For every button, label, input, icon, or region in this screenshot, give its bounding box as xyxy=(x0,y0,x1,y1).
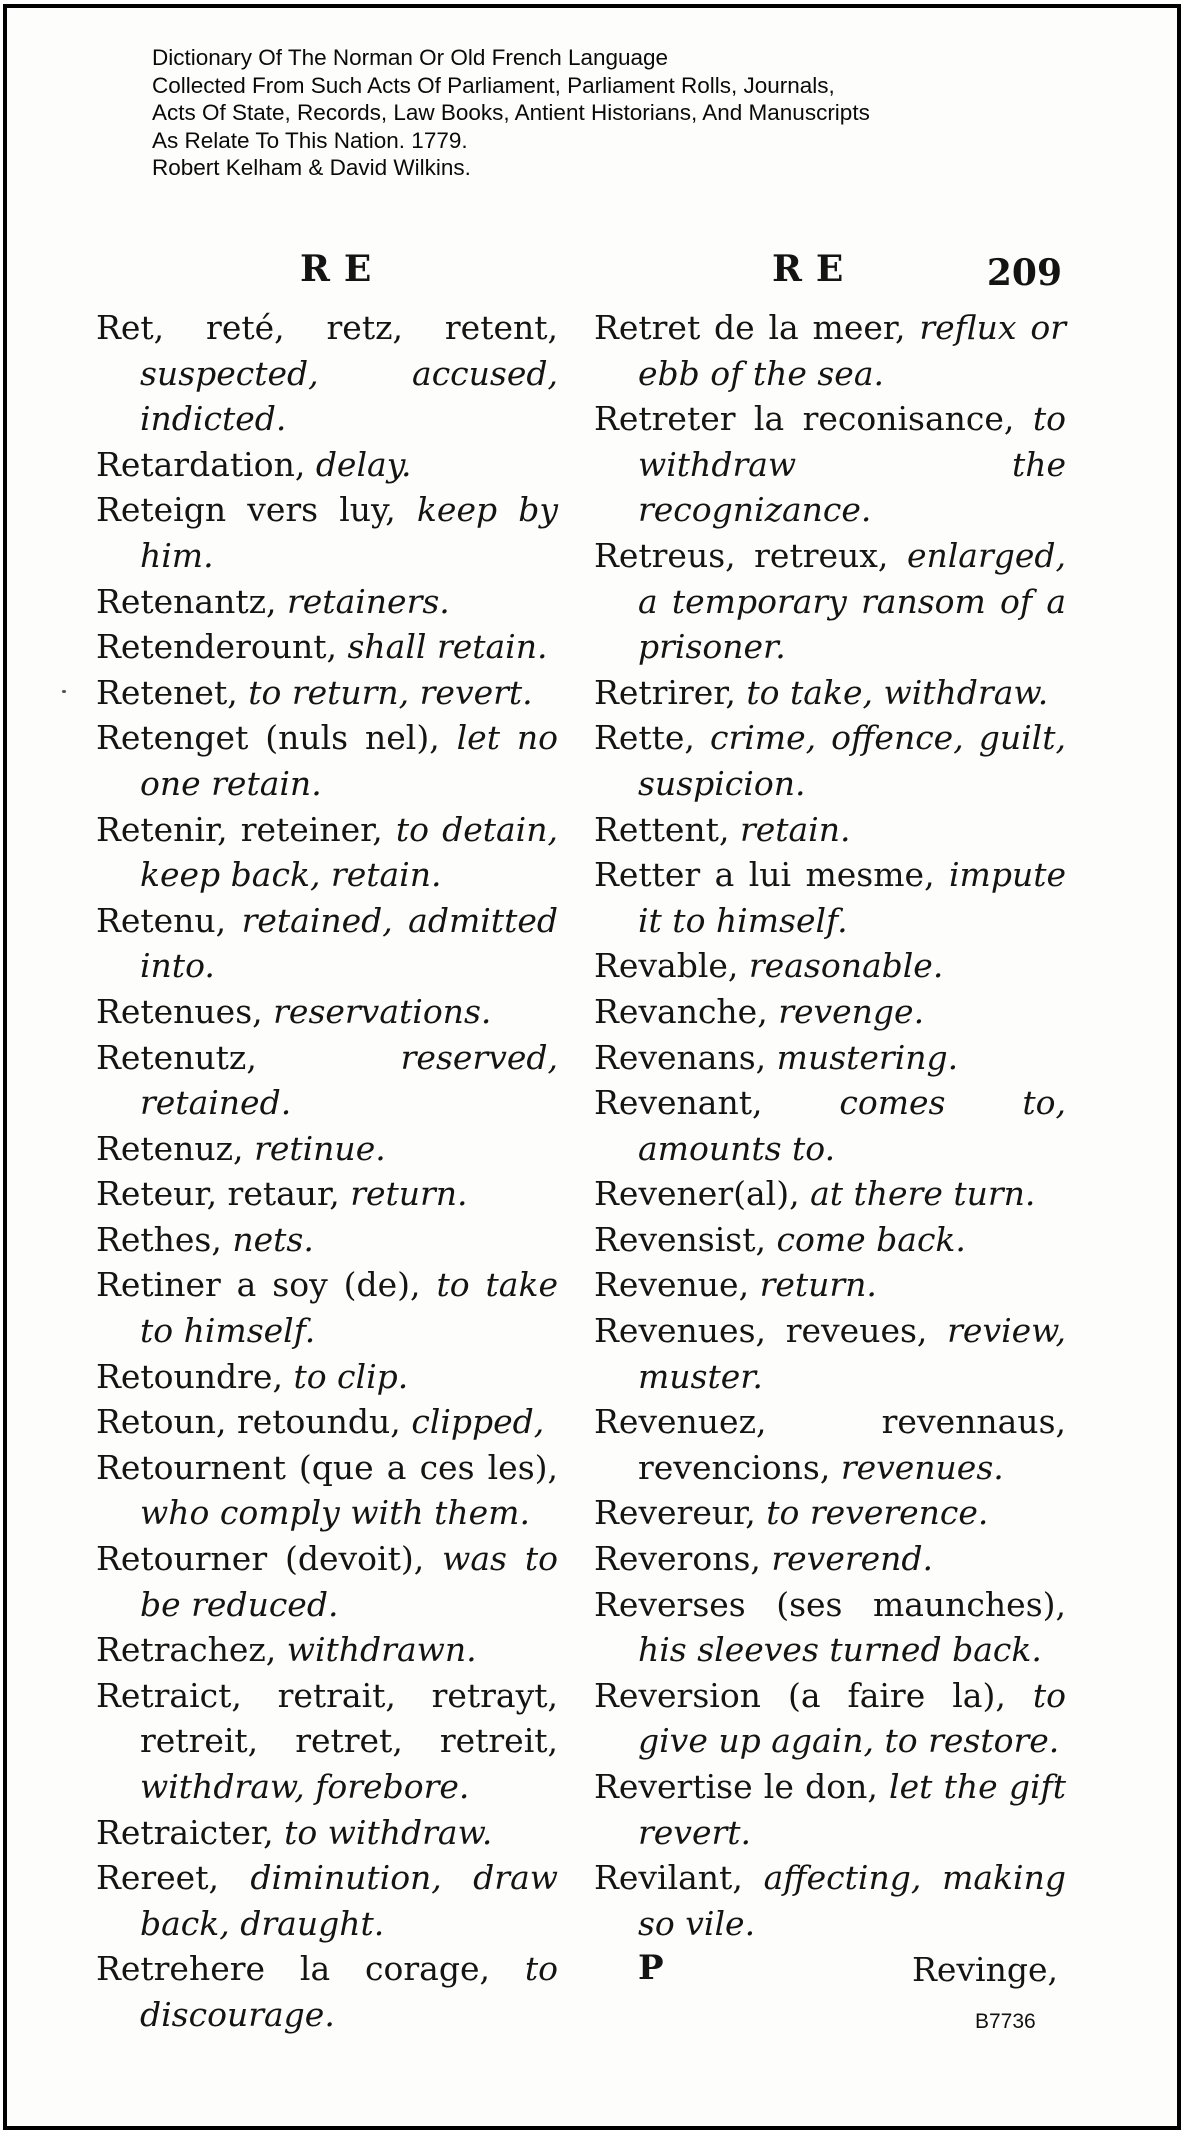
definition: come back. xyxy=(776,1219,966,1259)
dictionary-entry xyxy=(96,1171,558,1217)
dictionary-entry xyxy=(594,1308,1066,1399)
definition: clipped, xyxy=(411,1402,545,1442)
dictionary-entry xyxy=(96,1445,558,1536)
dictionary-entry xyxy=(96,1354,558,1400)
headword: Retenget (nuls nel), xyxy=(96,718,440,758)
headword: Ret, reté, retz, retent, xyxy=(96,308,558,347)
running-head-left: RE xyxy=(300,248,386,290)
stock-id: B7736 xyxy=(975,2010,1036,2033)
definition: reasonable. xyxy=(748,946,944,986)
dictionary-entry xyxy=(96,1262,558,1353)
headword: Retter a lui mesme, xyxy=(594,855,935,895)
dictionary-entry xyxy=(594,1217,1066,1263)
page-number: 209 xyxy=(986,252,1062,294)
definition: was to be reduced. xyxy=(140,1539,558,1624)
catchword: Revinge, xyxy=(912,1950,1058,1990)
dictionary-entry xyxy=(594,1035,1066,1081)
definition: review, muster. xyxy=(638,1311,1066,1396)
headword: Revilant, xyxy=(594,1858,743,1898)
left-column xyxy=(96,305,558,2038)
dictionary-entry xyxy=(96,807,558,898)
source-note-line: Collected From Such Acts Of Parliament, Parliament Rolls, Journals, xyxy=(152,72,835,98)
headword: Retenu, xyxy=(96,900,227,940)
dictionary-entry xyxy=(594,396,1066,533)
definition: to withdraw the recognizance. xyxy=(638,399,1066,530)
headword: Retournent (que a ces les), xyxy=(96,1447,558,1487)
definition: to take, withdraw. xyxy=(746,672,1049,712)
headword: Retoun, retoundu, xyxy=(96,1402,401,1442)
definition: comes to, amounts to. xyxy=(638,1083,1066,1168)
source-note-line: Acts Of State, Records, Law Books, Antient Historians, And Manuscripts xyxy=(152,100,870,125)
page-footer-marks xyxy=(594,1948,1066,1996)
definition: impute it to himself. xyxy=(638,855,1066,940)
definition: at there turn. xyxy=(810,1174,1036,1214)
headword: Revenue, xyxy=(594,1265,750,1305)
dictionary-entry xyxy=(96,579,558,625)
dictionary-entry xyxy=(96,898,558,989)
definition: to return, revert. xyxy=(248,672,533,712)
definition: reservations. xyxy=(273,991,492,1031)
dictionary-entry xyxy=(96,1126,558,1172)
definition: to give up again, to restore. xyxy=(638,1675,1066,1761)
headword: Retrirer, xyxy=(594,672,736,712)
definition: retainers. xyxy=(287,581,450,621)
dictionary-entry xyxy=(594,670,1066,716)
headword: Rettent, xyxy=(594,809,730,849)
signature-mark: P xyxy=(638,1948,664,1989)
definition: withdrawn. xyxy=(286,1630,477,1670)
dictionary-entry xyxy=(594,1855,1066,1946)
dictionary-entry xyxy=(594,1262,1066,1308)
dictionary-entry xyxy=(594,852,1066,943)
definition: return. xyxy=(350,1174,468,1214)
headword: Retenutz, xyxy=(96,1037,257,1077)
headword: Rereet, xyxy=(96,1858,219,1898)
dictionary-entry xyxy=(96,305,558,442)
dictionary-entry xyxy=(96,1035,558,1126)
dictionary-entry xyxy=(594,1399,1066,1490)
dictionary-entry xyxy=(96,624,558,670)
definition: his sleeves turned back. xyxy=(638,1630,1042,1670)
definition: reverend. xyxy=(771,1539,934,1579)
headword: Revenant, xyxy=(594,1083,763,1123)
dictionary-entry xyxy=(96,487,558,578)
right-column xyxy=(594,305,1066,1996)
definition: enlarged, a temporary ransom of a prisoner. xyxy=(638,535,1066,667)
headword: Reteign vers luy, xyxy=(96,490,396,530)
definition: nets. xyxy=(232,1219,314,1259)
headword: Retenantz, xyxy=(96,581,277,621)
definition: crime, offence, guilt, suspicion. xyxy=(638,718,1066,803)
dictionary-entry xyxy=(96,442,558,488)
headword: Revanche, xyxy=(594,991,768,1031)
headword: Retenderount, xyxy=(96,627,337,667)
definition: delay. xyxy=(315,444,412,484)
dictionary-entry xyxy=(96,1673,558,1810)
headword: Retreus, retreux, xyxy=(594,535,889,575)
headword: Retenir, reteiner, xyxy=(96,809,383,849)
definition: retinue. xyxy=(254,1128,386,1168)
headword: Revenans, xyxy=(594,1037,767,1077)
headword: Reverons, xyxy=(594,1539,761,1579)
headword: Revenuez, revennaus, revencions, xyxy=(594,1402,1066,1487)
definition: retain. xyxy=(739,809,851,849)
dictionary-entry xyxy=(96,1627,558,1673)
dictionary-entry xyxy=(96,1810,558,1856)
headword: Retenuz, xyxy=(96,1128,244,1168)
headword: Revener(al), xyxy=(594,1174,800,1214)
headword: Reverses (ses maunches), xyxy=(594,1584,1066,1624)
definition: to detain, keep back, retain. xyxy=(140,809,558,895)
dictionary-entry xyxy=(96,1536,558,1627)
right-column-entries xyxy=(594,305,1066,1946)
dictionary-entry xyxy=(96,1217,558,1263)
headword: Retrehere la corage, xyxy=(96,1949,490,1989)
definition: keep by him. xyxy=(140,490,558,575)
dictionary-entry xyxy=(594,989,1066,1035)
headword: Retenet, xyxy=(96,672,238,712)
dictionary-entry xyxy=(594,943,1066,989)
dictionary-entry xyxy=(594,1582,1066,1673)
source-note xyxy=(152,44,870,182)
headword: Revenues, reveues, xyxy=(594,1311,928,1351)
definition: revenge. xyxy=(778,991,925,1031)
dictionary-entry xyxy=(96,989,558,1035)
definition: let the gift revert. xyxy=(638,1767,1066,1852)
dictionary-entry xyxy=(96,670,558,716)
source-note-line: Dictionary Of The Norman Or Old French Language xyxy=(152,45,669,70)
dictionary-entry xyxy=(594,807,1066,853)
dictionary-entry xyxy=(594,1536,1066,1582)
headword: Retreter la reconisance, xyxy=(594,399,1015,439)
dictionary-entry xyxy=(594,1490,1066,1536)
headword: Retardation, xyxy=(96,444,306,484)
print-speck xyxy=(62,690,66,693)
dictionary-entry xyxy=(96,715,558,806)
definition: shall retain. xyxy=(347,627,548,667)
headword: Retoundre, xyxy=(96,1356,283,1396)
definition: affecting, making so vile. xyxy=(638,1858,1066,1943)
headword: Retenues, xyxy=(96,991,263,1031)
definition: mustering. xyxy=(776,1037,959,1077)
definition: to withdraw. xyxy=(284,1812,493,1852)
definition: withdraw, forebore. xyxy=(140,1767,470,1806)
headword: Reversion (a faire la), xyxy=(594,1675,1006,1715)
definition: to take to himself. xyxy=(140,1265,558,1351)
definition: to discourage. xyxy=(140,1949,558,2034)
definition: diminution, draw back, draught. xyxy=(140,1858,558,1943)
definition: reserved, retained. xyxy=(140,1037,558,1123)
dictionary-entry xyxy=(594,1171,1066,1217)
headword: Revertise le don, xyxy=(594,1767,878,1806)
dictionary-entry xyxy=(594,1080,1066,1171)
dictionary-entry xyxy=(594,1764,1066,1855)
definition: let no one retain. xyxy=(140,718,558,803)
headword: Retraict, retrait, retrayt, retreit, retret, retreit, xyxy=(96,1675,558,1761)
headword: Reteur, retaur, xyxy=(96,1174,340,1214)
definition: to clip. xyxy=(293,1356,409,1396)
definition: reflux or ebb of the sea. xyxy=(638,308,1066,393)
dictionary-entry xyxy=(594,533,1066,670)
headword: Retourner (devoit), xyxy=(96,1539,425,1579)
headword: Rethes, xyxy=(96,1219,222,1259)
dictionary-entry xyxy=(96,1399,558,1445)
dictionary-entry xyxy=(96,1946,558,2037)
dictionary-entry xyxy=(594,305,1066,396)
dictionary-entry xyxy=(594,715,1066,806)
headword: Retraicter, xyxy=(96,1812,274,1852)
source-note-line: As Relate To This Nation. 1779. xyxy=(152,127,468,153)
headword: Rette, xyxy=(594,718,695,758)
definition: to reverence. xyxy=(766,1493,989,1533)
definition: retained, admitted into. xyxy=(140,900,558,986)
headword: Retiner a soy (de), xyxy=(96,1265,421,1305)
running-head-right: RE xyxy=(772,248,858,290)
dictionary-entry xyxy=(96,1855,558,1946)
headword: Revereur, xyxy=(594,1493,756,1533)
source-note-line: Robert Kelham & David Wilkins. xyxy=(152,155,471,180)
definition: return. xyxy=(759,1265,877,1305)
definition: suspected, accused, indicted. xyxy=(140,353,558,439)
headword: Retret de la meer, xyxy=(594,308,906,347)
headword: Revensist, xyxy=(594,1219,766,1259)
headword: Revable, xyxy=(594,946,739,986)
dictionary-entry xyxy=(594,1673,1066,1764)
definition: revenues. xyxy=(840,1447,1004,1487)
headword: Retrachez, xyxy=(96,1630,277,1670)
definition: who comply with them. xyxy=(140,1493,530,1533)
